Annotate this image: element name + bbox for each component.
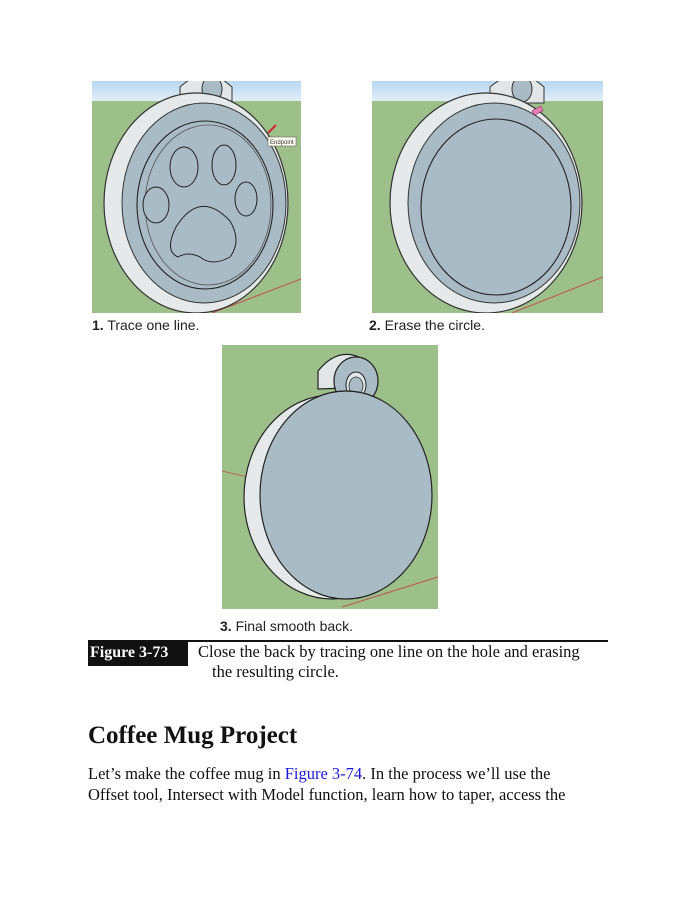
figure-caption-line-2: the resulting circle. [212,662,339,681]
para-text-1: Let’s make the coffee mug in [88,764,285,783]
panel-3-caption-text: Final smooth back. [235,618,354,634]
panel-2-number: 2. [369,317,381,333]
panel-1-caption-text: Trace one line. [107,317,200,333]
panel-1-number: 1. [92,317,104,333]
panel-2-caption-text: Erase the circle. [384,317,485,333]
panel-3-caption [220,618,353,634]
paragraph-line-2: Offset tool, Intersect with Model function, learn how to taper, access the [88,785,566,804]
para-text-2: . In the process we’ll use the [362,764,551,783]
paragraph-line-1 [88,763,618,784]
panel-1-caption [92,317,199,333]
figure-caption-line-1: Close the back by tracing one line on the hole and erasing [198,642,580,661]
panel-2-image [372,81,603,313]
panel-1-image [92,81,301,313]
figure-3-74-link[interactable]: Figure 3-74 [284,764,363,783]
section-heading: Coffee Mug Project [88,722,298,749]
panel-2-caption [369,317,485,333]
figure-label: Figure 3-73 [88,642,188,666]
section-paragraph [88,763,618,805]
figure-caption-text [198,642,608,682]
endpoint-tooltip: Endpoint [270,140,294,146]
panel-3-image [222,345,438,609]
panel-3-number: 3. [220,618,232,634]
